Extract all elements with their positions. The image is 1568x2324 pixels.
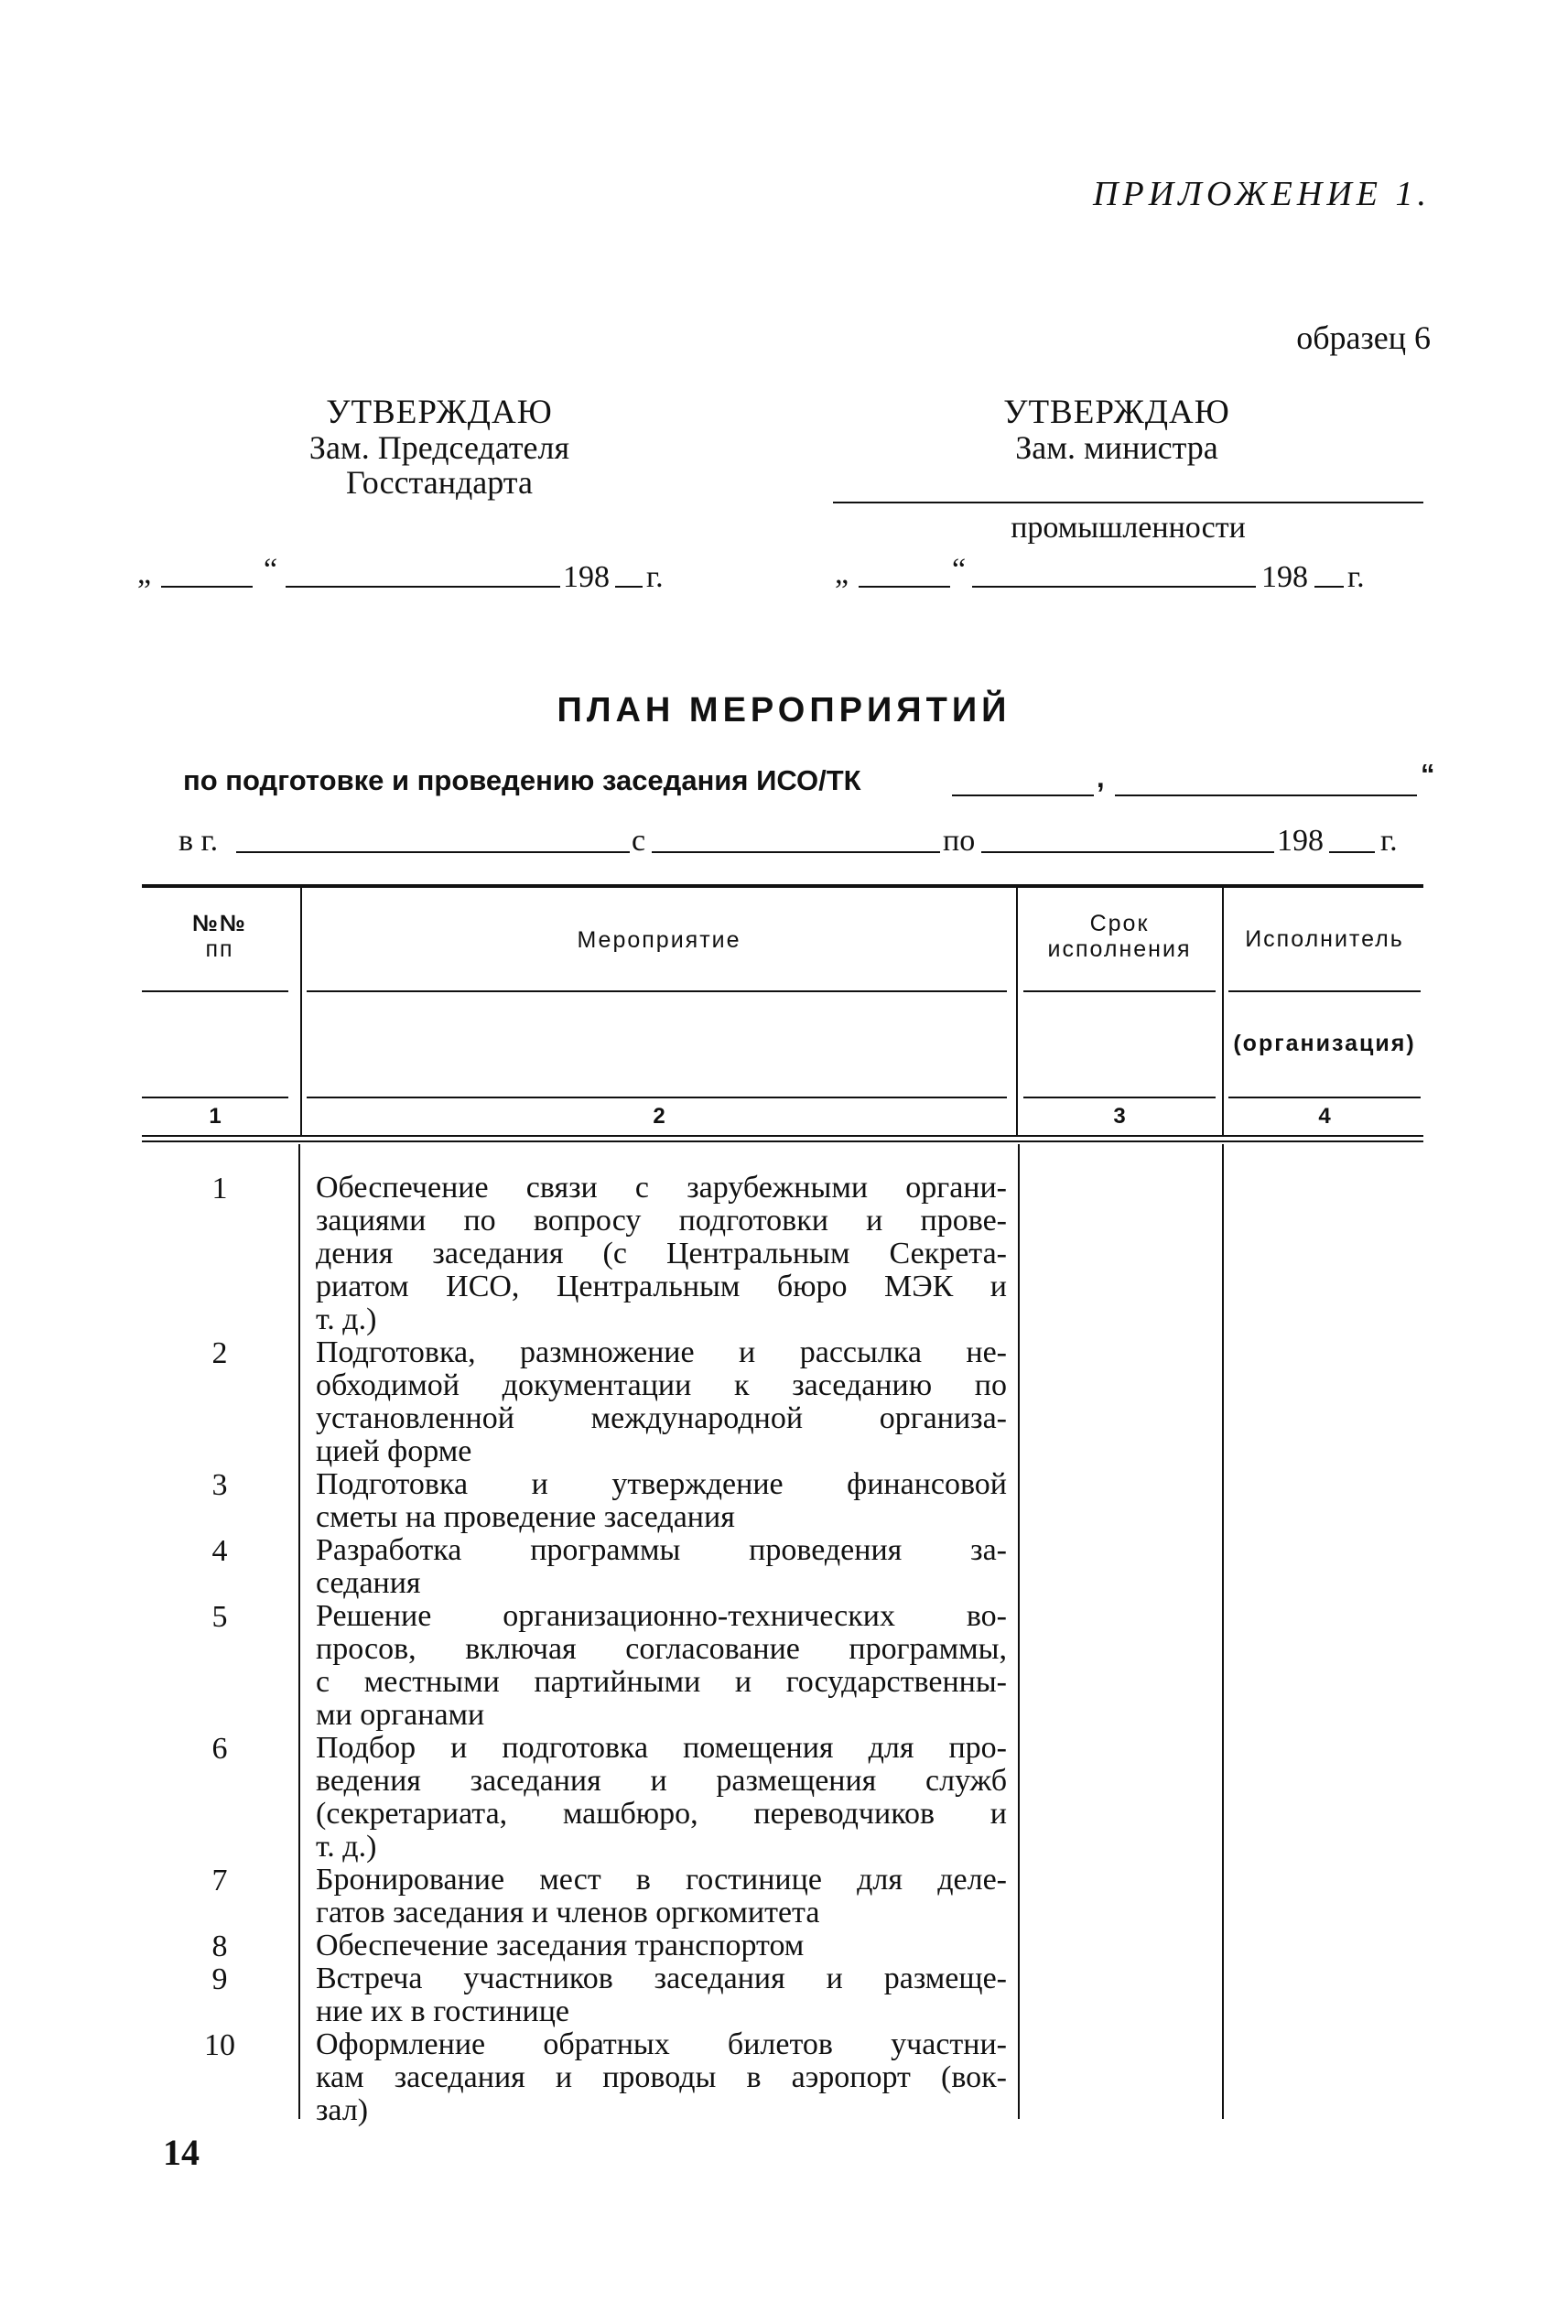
subtitle-close-quote: “	[1421, 758, 1435, 790]
header-deadline-line1: Срок	[1089, 911, 1150, 936]
approval-left	[256, 395, 622, 500]
header-subrule-1	[142, 990, 288, 992]
row-text-line: зал)	[316, 2093, 369, 2127]
header-divider-3	[1222, 886, 1224, 1135]
right-year: 198	[1261, 560, 1308, 594]
left-day-blank	[161, 586, 253, 588]
subtitle-to: по	[943, 824, 976, 858]
row-text-line: сметы на проведение заседания	[316, 1500, 735, 1534]
row-text-line: обходимой документации к заседанию по	[316, 1368, 1007, 1402]
row-text-line: Обеспечение заседания транспортом	[316, 1929, 805, 1962]
row-number: 9	[211, 1962, 228, 1996]
approval-left-line2: Госстандарта	[346, 464, 533, 501]
row-text-line: (секретариата, машбюро, переводчиков и	[316, 1797, 1007, 1831]
row-text-line: Решение организационно-технических во-	[316, 1599, 1007, 1633]
right-date-open-quote: „	[835, 557, 849, 590]
row-number: 5	[211, 1600, 228, 1634]
row-text-line: т. д.)	[316, 1303, 377, 1336]
row-text-line: ведения заседания и размещения служб	[316, 1764, 1007, 1798]
header-event: Мероприятие	[577, 927, 741, 953]
row-text-line: Разработка программы проведения за-	[316, 1533, 1007, 1567]
row-number: 3	[211, 1468, 228, 1502]
left-date-close-quote: “	[264, 553, 278, 587]
right-day-blank	[859, 586, 950, 588]
row-text-line: с местными партийными и государственны-	[316, 1665, 1007, 1699]
header-executor-sub: (организация)	[1233, 1031, 1416, 1056]
row-number: 1	[211, 1172, 228, 1205]
row-text-line: Подготовка и утверждение финансовой	[316, 1467, 1007, 1501]
header-num-line2: пп	[205, 936, 234, 962]
approval-right-line3: промышленности	[1011, 511, 1246, 545]
subtitle-prefix: по подготовке и проведению заседания ИСО/ТК	[183, 764, 861, 796]
header-rule-4	[1228, 1097, 1421, 1098]
left-year-blank	[615, 586, 643, 588]
header-deadline-line2: исполнения	[1047, 936, 1192, 962]
city-blank	[236, 851, 630, 853]
approval-right-heading: УТВЕРЖДАЮ	[1003, 394, 1230, 431]
row-number: 10	[204, 2028, 235, 2062]
approval-left-line1: Зам. Председателя	[308, 429, 570, 466]
approval-right	[842, 395, 1391, 465]
row-number: 8	[211, 1929, 228, 1963]
to-date-blank	[981, 851, 1274, 853]
row-text-line: Подготовка, размножение и рассылка не-	[316, 1335, 1007, 1369]
appendix-label: ПРИЛОЖЕНИЕ 1.	[1093, 175, 1431, 213]
row-text-line: Обеспечение связи с зарубежными органи-	[316, 1171, 1007, 1205]
row-text-line: т. д.)	[316, 1830, 377, 1864]
row-text-line: ние их в гостинице	[316, 1994, 569, 2028]
right-year-suffix: г.	[1347, 560, 1365, 594]
body-divider-3	[1222, 1144, 1224, 2119]
row-number: 6	[211, 1732, 228, 1766]
header-num-line1: №№	[192, 911, 247, 936]
subtitle-city-prefix: в г.	[178, 824, 219, 858]
approval-left-heading: УТВЕРЖДАЮ	[326, 394, 553, 431]
row-text-line: риатом ИСО, Центральным бюро МЭК и	[316, 1270, 1007, 1303]
column-number-3: 3	[1113, 1104, 1126, 1129]
row-text-line: ми органами	[316, 1698, 485, 1732]
column-numbers-rule-2	[142, 1140, 1423, 1142]
header-subrule-4	[1228, 990, 1421, 992]
row-text-line: цией форме	[316, 1434, 472, 1468]
row-text-line: гатов заседания и членов оргкомитета	[316, 1896, 820, 1929]
row-text-line: Оформление обратных билетов участни-	[316, 2027, 1007, 2061]
approval-right-line1: Зам. министра	[1015, 429, 1218, 466]
document-title: ПЛАН МЕРОПРИЯТИЙ	[557, 691, 1011, 730]
right-year-blank	[1314, 586, 1344, 588]
subtitle-comma: ,	[1097, 762, 1105, 794]
left-date-open-quote: „	[137, 557, 152, 590]
header-rule-3	[1023, 1097, 1216, 1098]
row-number: 2	[211, 1336, 228, 1370]
subtitle-from: с	[632, 824, 646, 858]
row-text-line: Подбор и подготовка помещения для про-	[316, 1731, 1007, 1765]
row-text-line: кам заседания и проводы в аэропорт (вок-	[316, 2060, 1007, 2094]
row-number: 7	[211, 1864, 228, 1897]
row-text-line: дения заседания (с Центральным Секрета-	[316, 1237, 1007, 1270]
row-number: 4	[211, 1534, 228, 1568]
ministry-blank-line	[833, 502, 1423, 503]
subtitle-year-suffix: г.	[1380, 824, 1398, 858]
right-month-blank	[972, 586, 1256, 588]
header-rule-1	[142, 1097, 288, 1098]
left-year: 198	[563, 560, 610, 594]
header-rule-2	[307, 1097, 1007, 1098]
body-divider-2	[1018, 1144, 1020, 2119]
right-date-close-quote: “	[952, 553, 967, 587]
page-number: 14	[163, 2132, 200, 2173]
left-month-blank	[286, 586, 560, 588]
from-date-blank	[652, 851, 940, 853]
body-divider-1	[298, 1144, 300, 2119]
header-divider-1	[300, 886, 302, 1135]
subtitle-year-blank	[1329, 851, 1375, 853]
left-year-suffix: г.	[646, 560, 664, 594]
table-top-rule	[142, 884, 1423, 888]
subtitle-year: 198	[1277, 824, 1324, 858]
column-number-1: 1	[209, 1104, 222, 1129]
column-number-2: 2	[653, 1104, 665, 1129]
header-executor: Исполнитель	[1245, 926, 1404, 952]
row-text-line: просов, включая согласование программы,	[316, 1632, 1007, 1666]
header-subrule-2	[307, 990, 1007, 992]
sample-label: образец 6	[1296, 319, 1431, 356]
tc-number-blank	[952, 794, 1094, 796]
column-numbers-rule-1	[142, 1135, 1423, 1137]
row-text-line: Бронирование мест в гостинице для деле-	[316, 1863, 1007, 1897]
column-number-4: 4	[1318, 1104, 1331, 1129]
tc-name-blank	[1115, 794, 1417, 796]
row-text-line: зациями по вопросу подготовки и прове-	[316, 1204, 1007, 1238]
row-text-line: Встреча участников заседания и размеще-	[316, 1962, 1007, 1995]
row-text-line: установленной международной организа-	[316, 1401, 1007, 1435]
row-text-line: седания	[316, 1566, 421, 1600]
header-subrule-3	[1023, 990, 1216, 992]
